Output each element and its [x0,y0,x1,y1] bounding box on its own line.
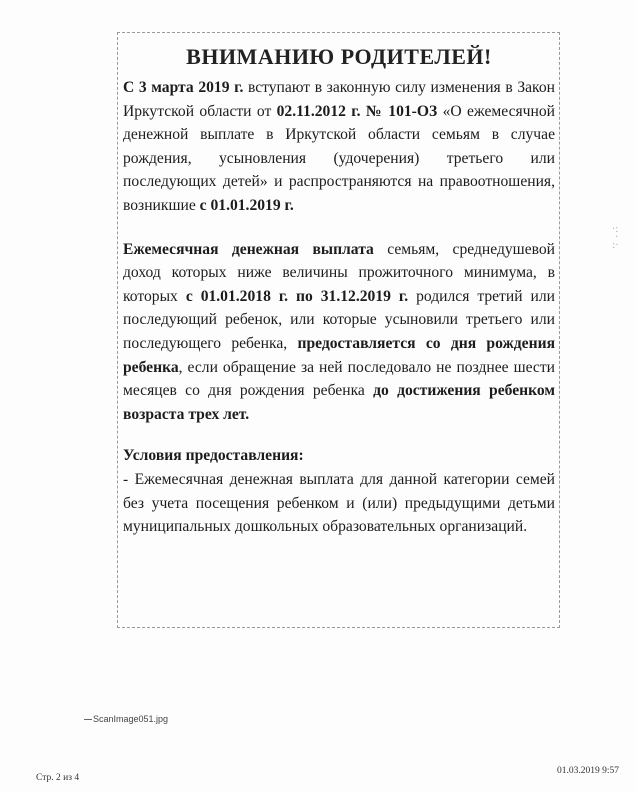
birth-period: с 01.01.2018 г. по 31.12.2019 г. [185,287,409,305]
notice-content [123,42,555,539]
notice-title: ВНИМАНИЮ РОДИТЕЛЕЙ! [186,44,492,69]
scan-smudge: ·: · :· [612,224,619,251]
leader-line [84,719,92,720]
paragraph-text: вступают в законную силу изменения в Закон Иркутской области от [123,79,555,120]
paragraph-text: семьям, среднедушевой доход которых ниже величины прожиточного минимума, в которых [123,240,556,305]
provided-from: предоставляется со дня рождения ребенка [123,334,556,376]
paragraph-law-change [123,76,555,218]
law-reference: 02.11.2012 г. № 101-ОЗ [276,102,438,120]
scan-timestamp: 01.03.2019 9:57 [557,766,620,776]
scan-filename: ScanImage051.jpg [93,714,169,724]
paragraph-text: «О ежемесячной денежной выплате в Иркутской области семьям в случае рождения, усыновления (удочерения) третьего или последующих детей» и распространяются на правоотношения, возникшие [123,102,556,214]
paragraph-text: , если обращение за ней последовало не позднее шести месяцев со дня рождения ребенка [123,358,555,400]
paragraph-payment-terms [123,238,555,427]
scan-filename-row [84,714,168,724]
page-counter: Стр. 2 из 4 [36,773,80,783]
conditions-heading: Условия предоставления: [123,447,304,465]
conditions-item: - Ежемесячная денежная выплата для данной категории семей без учета посещения ребенком и (или) предыдущими детьми муниципальных дошкольных образовательных организаций. [123,470,555,536]
effective-date: с 01.01.2019 г. [199,196,294,214]
paragraph-text: родился третий или последующий ребенок, или которые усыновили третьего или последующего ребенка, [123,287,555,352]
payment-until: до достижения ребенком возраста трех лет. [123,382,556,423]
payment-lead: Ежемесячная денежная выплата [123,240,374,258]
paragraph-date-lead: С 3 марта 2019 г. [123,79,244,96]
